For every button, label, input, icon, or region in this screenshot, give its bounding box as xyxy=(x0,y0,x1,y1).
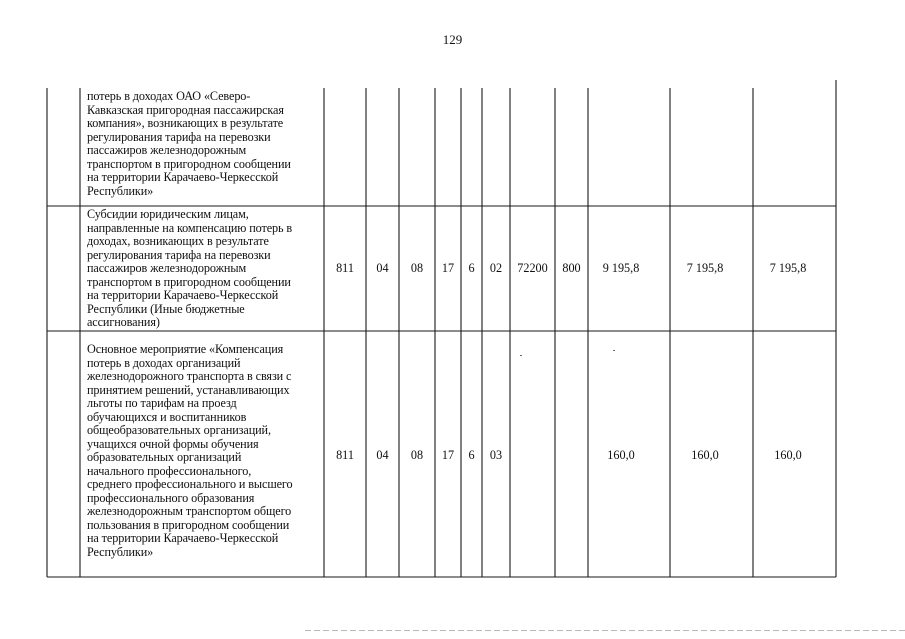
cell-ministry-code: 811 xyxy=(336,448,354,462)
cell-amount-3: 160,0 xyxy=(774,448,802,462)
cell-ministry-code: 811 xyxy=(336,261,354,275)
cell-section-code: 04 xyxy=(376,261,389,275)
cell-section-code: 04 xyxy=(376,448,389,462)
cell-amount-2: 160,0 xyxy=(691,448,719,462)
scan-speck xyxy=(520,355,522,356)
page-number: 129 xyxy=(442,32,463,47)
cell-amount-3: 7 195,8 xyxy=(769,261,807,275)
cell-amount-1: 9 195,8 xyxy=(602,261,640,275)
table-row-description: Субсидии юридическим лицам, направленные на компенсацию потерь в доходах, возникающих в результате регулирования тарифа на перевозки пассажиров железнодорожным транспортом в пригородном сообщении на территории Карачаево-Черкесской Республики (Иные бюджетные ассигнования) xyxy=(87,207,293,329)
cell-amount-2: 7 195,8 xyxy=(686,261,724,275)
cell-expense-type-code: 800 xyxy=(562,261,581,275)
cell-subsection-code: 08 xyxy=(410,261,424,275)
cell-amount-1: 160,0 xyxy=(607,448,635,462)
cell-subprogram-code: 6 xyxy=(468,261,475,275)
cell-program-code: 17 xyxy=(441,261,455,275)
table-row-description: потерь в доходах ОАО «Северо- Кавказская пригородная пассажирская компания», возникающих в результате регулирования тарифа на перевозки пассажиров железнодорожным транспортом в пригородном сообщении на территории Карачаево-Черкесской Республики» xyxy=(87,89,291,198)
cell-subprogram-code: 6 xyxy=(468,448,475,462)
scan-edge xyxy=(305,630,905,631)
cell-event-code: 03 xyxy=(489,448,503,462)
scan-speck xyxy=(613,350,615,351)
table-row-description: Основное мероприятие «Компенсация потерь в доходах организаций железнодорожного транспорта в связи с принятием решений, устанавливающих льготы по тарифам на проезд обучающихся и воспитанников общеобразовательных организаций, учащихся очной формы обучения образовательных организаций начального профессионального, среднего профессионального и высшего профессионального образования железнодорожным транспортом общего пользования в пригородном сообщении на территории Карачаево-Черкесской Республики» xyxy=(87,342,293,559)
cell-event-code: 02 xyxy=(489,261,503,275)
cell-subsection-code: 08 xyxy=(410,448,424,462)
cell-program-code: 17 xyxy=(441,448,455,462)
cell-direction-code: 72200 xyxy=(517,261,548,275)
